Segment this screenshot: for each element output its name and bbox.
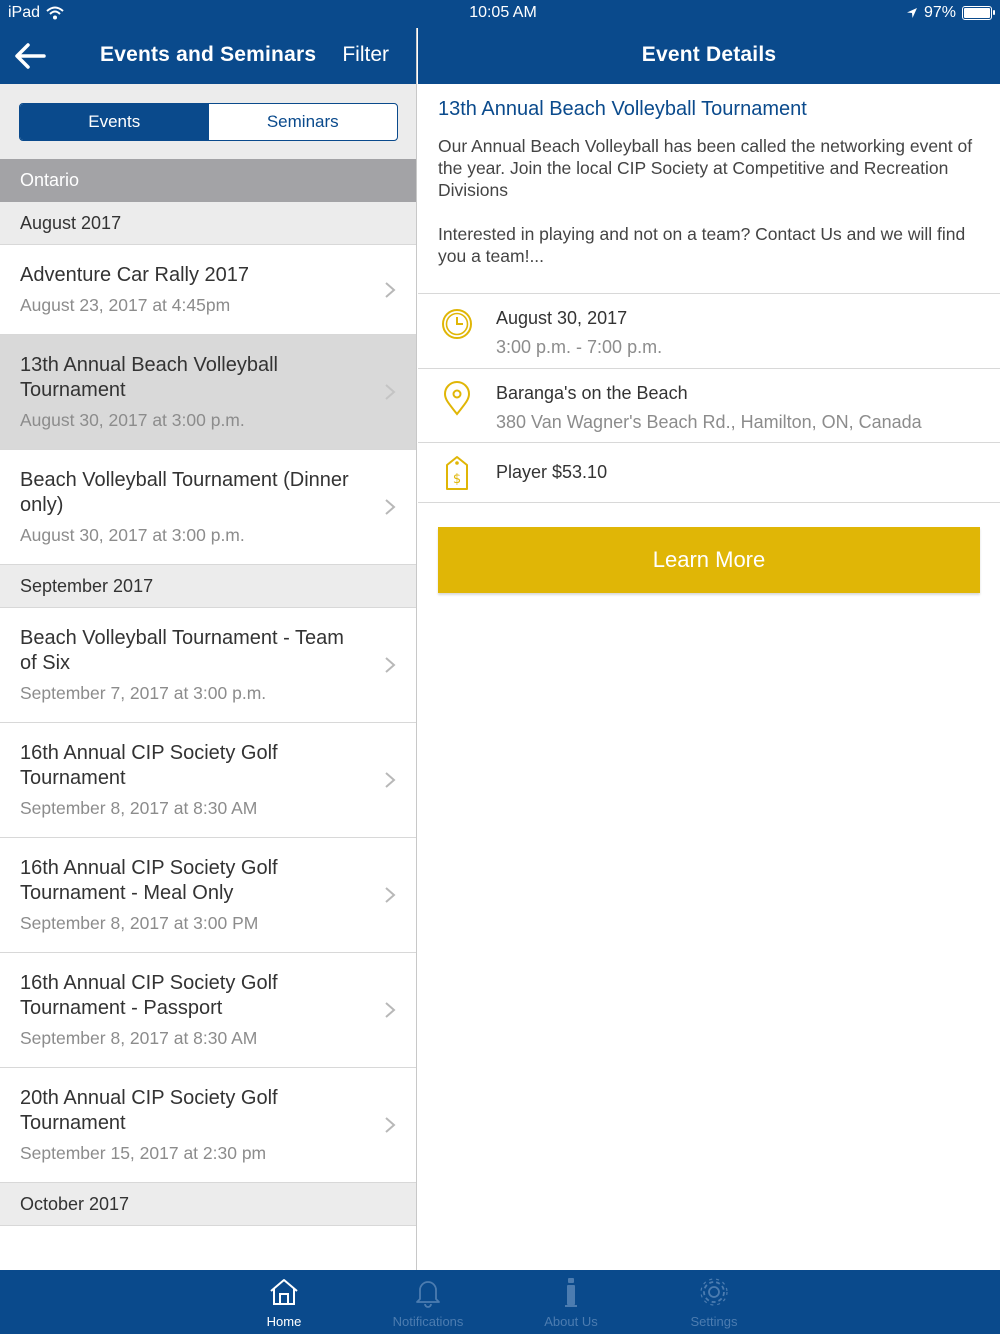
chevron-right-icon: [383, 280, 397, 300]
status-time: 10:05 AM: [469, 4, 537, 21]
tab-notifications-label: Notifications: [392, 1314, 464, 1329]
month-header: August 2017: [0, 202, 417, 245]
event-title: 16th Annual CIP Society Golf Tournament - Meal Only: [20, 857, 278, 904]
svg-text:$: $: [452, 472, 462, 487]
status-right: [906, 4, 992, 22]
event-price-row: [418, 443, 1000, 503]
tab-about-us-label: About Us: [544, 1314, 598, 1329]
battery-icon: [962, 6, 992, 20]
event-row[interactable]: [0, 953, 417, 1068]
clock-icon: [440, 306, 474, 342]
list-nav-bar: [0, 28, 417, 84]
event-date: September 8, 2017 at 8:30 AM: [20, 1028, 258, 1048]
event-row[interactable]: [0, 1068, 417, 1183]
event-details-content: [418, 84, 1000, 572]
tab-home-label: Home: [266, 1314, 302, 1329]
event-date: September 15, 2017 at 2:30 pm: [20, 1143, 267, 1163]
location-arrow-icon: [906, 7, 918, 19]
info-icon: [555, 1276, 587, 1308]
region-header: Ontario: [0, 159, 417, 202]
venue-address: 380 Van Wagner's Beach Rd., Hamilton, ON, Canada: [496, 412, 922, 432]
tab-about-us[interactable]: [511, 1270, 631, 1334]
event-date: September 8, 2017 at 3:00 PM: [20, 913, 259, 933]
events-seminars-toggle: [19, 103, 398, 141]
event-row[interactable]: [0, 723, 417, 838]
map-pin-icon: [440, 381, 474, 417]
segment-control-area: [0, 84, 417, 159]
chevron-right-icon: [383, 497, 397, 517]
chevron-right-icon: [383, 1000, 397, 1020]
event-location-row[interactable]: [418, 369, 1000, 443]
detail-nav-title: Event Details: [641, 43, 777, 66]
device-label: iPad: [8, 4, 41, 21]
venue-name: Baranga's on the Beach: [496, 383, 688, 403]
chevron-right-icon: [383, 1115, 397, 1135]
event-date: August 23, 2017 at 4:45pm: [20, 295, 231, 315]
event-title: Beach Volleyball Tournament (Dinner only): [20, 469, 349, 516]
chevron-right-icon: [383, 655, 397, 675]
tab-settings-label: Settings: [690, 1314, 738, 1329]
tab-home[interactable]: [224, 1270, 344, 1334]
event-title: 16th Annual CIP Society Golf Tournament: [20, 742, 278, 789]
event-title: Beach Volleyball Tournament - Team of Six: [20, 627, 344, 674]
event-date: September 8, 2017 at 8:30 AM: [20, 798, 258, 818]
status-bar: [0, 0, 1000, 28]
tab-notifications[interactable]: [368, 1270, 488, 1334]
event-row[interactable]: [0, 245, 417, 335]
gear-icon: [698, 1276, 730, 1308]
events-list-pane: [0, 0, 417, 1270]
battery-percent: 97%: [923, 4, 956, 21]
events-list: [0, 159, 417, 1226]
home-icon: [268, 1276, 300, 1308]
month-header: October 2017: [0, 1183, 417, 1226]
event-title: 13th Annual Beach Volleyball Tournament: [20, 354, 278, 401]
event-date-text: August 30, 2017: [496, 308, 628, 328]
event-row-selected[interactable]: [0, 335, 417, 450]
month-header: September 2017: [0, 565, 417, 608]
event-title: 16th Annual CIP Society Golf Tournament - Passport: [20, 972, 278, 1019]
back-arrow-icon[interactable]: [12, 40, 48, 72]
event-row[interactable]: [0, 838, 417, 953]
event-date-row: [418, 294, 1000, 369]
list-nav-title: Events and Seminars: [100, 43, 317, 66]
price-tag-icon: [440, 455, 474, 491]
event-row[interactable]: [0, 450, 417, 565]
bottom-tab-bar: [0, 1270, 1000, 1334]
chevron-right-icon: [383, 885, 397, 905]
learn-more-button[interactable]: Learn More: [438, 527, 980, 593]
event-date: August 30, 2017 at 3:00 p.m.: [20, 410, 245, 430]
detail-nav-bar: [418, 28, 1000, 84]
segment-events[interactable]: Events: [20, 104, 209, 140]
chevron-right-icon: [383, 770, 397, 790]
event-details-pane: [418, 0, 1000, 1270]
event-row[interactable]: [0, 608, 417, 723]
event-detail-title: 13th Annual Beach Volleyball Tournament: [438, 98, 807, 120]
event-date: September 7, 2017 at 3:00 p.m.: [20, 683, 267, 703]
segment-seminars[interactable]: Seminars: [266, 112, 339, 131]
event-time-range: 3:00 p.m. - 7:00 p.m.: [496, 337, 663, 357]
event-title: Adventure Car Rally 2017: [20, 264, 250, 286]
chevron-right-icon: [383, 382, 397, 402]
event-description: Our Annual Beach Volleyball has been called the networking event of the year. Join the local CIP Society at Competitive and Recreation Divisions Interested in playing and not on a team? Contact Us and we will find you a team!...: [418, 121, 1000, 294]
event-date: August 30, 2017 at 3:00 p.m.: [20, 525, 245, 545]
filter-button[interactable]: Filter: [342, 43, 389, 66]
price-text: Player $53.10: [496, 462, 608, 482]
tab-settings[interactable]: [654, 1270, 774, 1334]
bell-icon: [412, 1276, 444, 1308]
event-title: 20th Annual CIP Society Golf Tournament: [20, 1087, 278, 1134]
